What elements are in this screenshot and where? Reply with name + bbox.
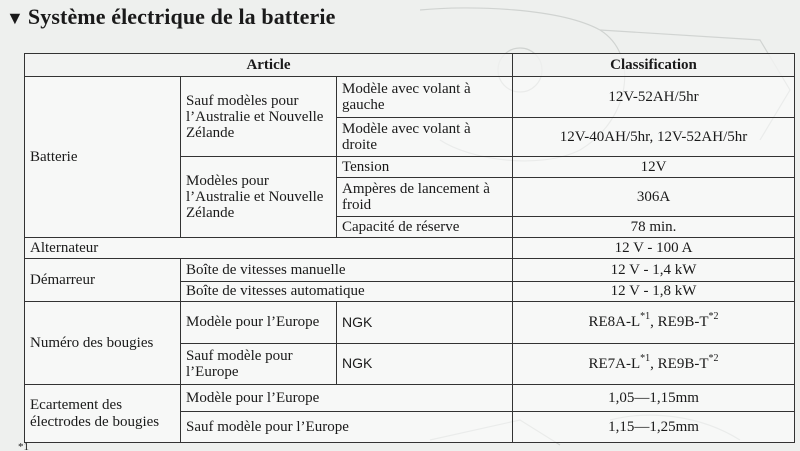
plugs-label: Numéro des bougies xyxy=(25,302,181,385)
triangle-down-icon: ▼ xyxy=(6,8,24,28)
starter-auto-value: 12 V - 1,8 kW xyxy=(513,281,795,302)
battery-reserve-item: Capacité de réserve xyxy=(337,217,513,238)
gap-europe-value: 1,05—1,15mm xyxy=(513,385,795,412)
section-title: Système électrique de la batterie xyxy=(27,4,336,29)
battery-lhd-value: 12V-52AH/5hr xyxy=(513,76,795,117)
starter-label: Démarreur xyxy=(25,258,181,301)
gap-non-europe-item: Sauf modèle pour l’Europe xyxy=(181,411,513,442)
alternator-value: 12 V - 100 A xyxy=(513,238,795,259)
table-row xyxy=(25,302,795,343)
header-row xyxy=(25,54,795,77)
gap-label: Ecartement des électrodes de bougies xyxy=(25,385,181,443)
table-row xyxy=(25,385,795,412)
battery-lhd-item: Modèle avec volant à gauche xyxy=(337,76,513,117)
battery-label: Batterie xyxy=(25,76,181,237)
footnote: *1 xyxy=(18,443,29,451)
battery-voltage-value: 12V xyxy=(513,157,795,178)
plugs-europe-value: $RE8A-L^{*1}$, $RE9B-T^{*2}$ xyxy=(513,302,795,343)
plugs-non-europe-value: $RE7A-L^{*1}$, $RE9B-T^{*2}$ xyxy=(513,343,795,384)
plugs-europe-item: Modèle pour l’Europe xyxy=(181,302,337,343)
battery-rhd-value: 12V-40AH/5hr, 12V-52AH/5hr xyxy=(513,118,795,157)
battery-aus-label: Modèles pour l’Australie et Nouvelle Zélande xyxy=(181,157,337,238)
battery-spec-table xyxy=(24,53,795,443)
section-heading xyxy=(6,4,335,30)
header-article: Article xyxy=(25,54,513,77)
table-row xyxy=(25,238,795,259)
plugs-non-europe-brand: NGK xyxy=(337,343,513,384)
battery-reserve-value: 78 min. xyxy=(513,217,795,238)
table-row xyxy=(25,258,795,281)
plugs-non-europe-item: Sauf modèle pour l’Europe xyxy=(181,343,337,384)
plugs-europe-brand: NGK xyxy=(337,302,513,343)
header-classification: Classification xyxy=(513,54,795,77)
battery-cca-value: 306A xyxy=(513,178,795,217)
starter-manual-value: 12 V - 1,4 kW xyxy=(513,258,795,281)
battery-cca-item: Ampères de lancement à froid xyxy=(337,178,513,217)
battery-voltage-item: Tension xyxy=(337,157,513,178)
alternator-label: Alternateur xyxy=(25,238,513,259)
table-row xyxy=(25,76,795,117)
starter-auto-item: Boîte de vitesses automatique xyxy=(181,281,513,302)
gap-europe-item: Modèle pour l’Europe xyxy=(181,385,513,412)
gap-non-europe-value: 1,15—1,25mm xyxy=(513,411,795,442)
battery-rhd-item: Modèle avec volant à droite xyxy=(337,118,513,157)
battery-non-aus-label: Sauf modèles pour l’Australie et Nouvelle Zélande xyxy=(181,76,337,157)
starter-manual-item: Boîte de vitesses manuelle xyxy=(181,258,513,281)
